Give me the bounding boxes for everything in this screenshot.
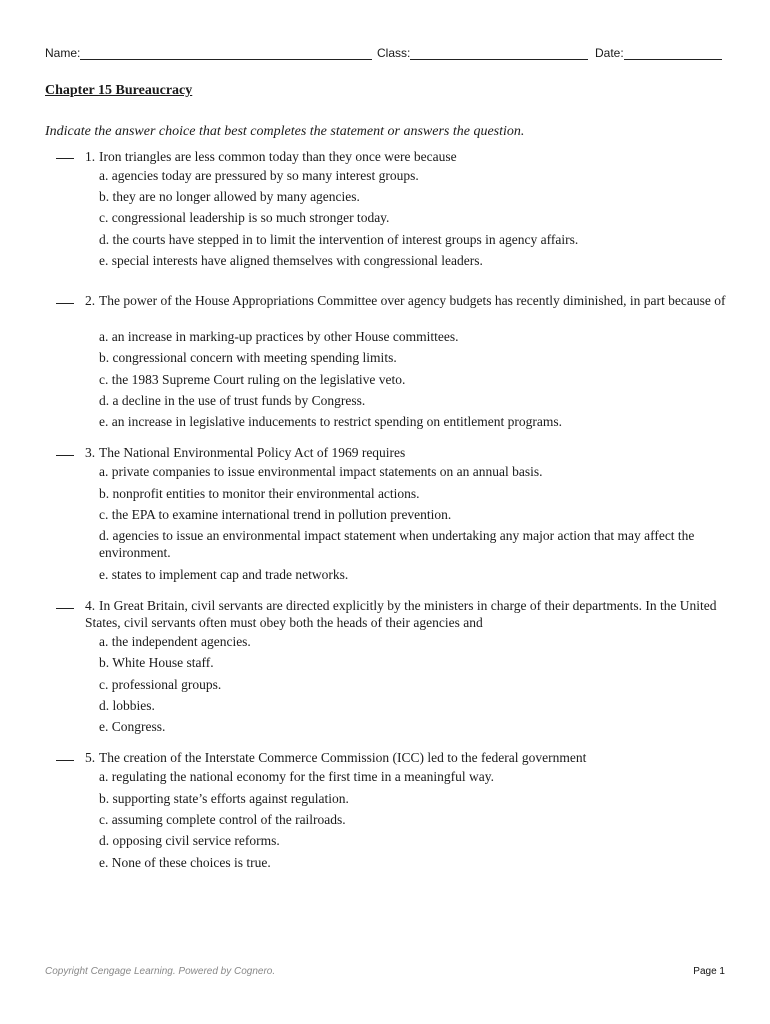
answer-blank[interactable] [56,608,74,609]
question-stem [85,148,730,165]
choice-c: c. professional groups. [99,677,222,692]
choice-b: b. they are no longer allowed by many agencies. [99,189,360,204]
choice-a: a. regulating the national economy for the first time in a meaningful way. [99,769,495,784]
choice-a: a. agencies today are pressured by so many interest groups. [99,168,419,183]
page-number: Page 1 [693,966,725,977]
question-stem [85,292,730,309]
choice-d: d. lobbies. [99,698,155,713]
question-stem [85,749,730,766]
question-number: 2. [85,293,96,308]
question-stem [85,597,730,631]
date-line[interactable] [624,46,722,60]
choice-a: a. private companies to issue environmental impact statements on an annual basis. [99,464,543,479]
choice-e: e. special interests have aligned themselves with congressional leaders. [99,253,483,268]
class-label: Class: [377,46,411,60]
choice-c: c. congressional leadership is so much stronger today. [99,210,390,225]
answer-blank[interactable] [56,760,74,761]
choice-c: c. the 1983 Supreme Court ruling on the legislative veto. [99,372,406,387]
question-text: The National Environmental Policy Act of 1969 requires [99,445,406,460]
answer-blank[interactable] [56,158,74,159]
choice-e: e. Congress. [99,719,166,734]
class-field [377,46,588,60]
choice-c: c. the EPA to examine international trend in pollution prevention. [99,507,452,522]
instructions: Indicate the answer choice that best completes the statement or answers the question. [45,124,525,139]
date-field [595,46,722,60]
question-number: 5. [85,750,96,765]
choice-d: d. the courts have stepped in to limit the intervention of interest groups in agency affairs. [99,232,579,247]
answer-blank[interactable] [56,303,74,304]
choice-d: d. opposing civil service reforms. [99,833,280,848]
question-text: Iron triangles are less common today than they once were because [99,149,457,164]
question-number: 4. [85,598,96,613]
choice-e: e. an increase in legislative inducements to restrict spending on entitlement programs. [99,414,562,429]
choice-b: b. White House staff. [99,655,214,670]
choice-e: e. states to implement cap and trade networks. [99,567,349,582]
choice-e: e. None of these choices is true. [99,855,271,870]
name-label: Name: [45,46,81,60]
choice-b: b. supporting state’s efforts against regulation. [99,791,349,806]
choice-d: d. agencies to issue an environmental impact statement when undertaking any major action that may affect the environment. [99,528,695,560]
footer [45,966,725,980]
choice-a: a. an increase in marking-up practices by other House committees. [99,329,459,344]
question-number: 1. [85,149,96,164]
copyright-notice: Copyright Cengage Learning. Powered by Cognero. [45,966,276,977]
question-text: The creation of the Interstate Commerce Commission (ICC) led to the federal government [99,750,587,765]
header [45,46,725,64]
question-stem [85,444,730,461]
answer-blank[interactable] [56,455,74,456]
question-text: In Great Britain, civil servants are directed explicitly by the ministers in charge of their departments. In the United States, civil servants often must obey both the heads of their agencies and [85,598,717,630]
question-text: The power of the House Appropriations Committee over agency budgets has recently diminished, in part because of [99,293,726,308]
chapter-title: Chapter 15 Bureaucracy [45,83,193,98]
date-label: Date: [595,46,624,60]
choice-b: b. nonprofit entities to monitor their environmental actions. [99,486,420,501]
name-line[interactable] [80,46,372,60]
question-number: 3. [85,445,96,460]
choice-a: a. the independent agencies. [99,634,251,649]
class-line[interactable] [410,46,588,60]
choice-c: c. assuming complete control of the railroads. [99,812,346,827]
name-field [45,46,372,60]
choice-d: d. a decline in the use of trust funds by Congress. [99,393,366,408]
choice-b: b. congressional concern with meeting spending limits. [99,350,397,365]
